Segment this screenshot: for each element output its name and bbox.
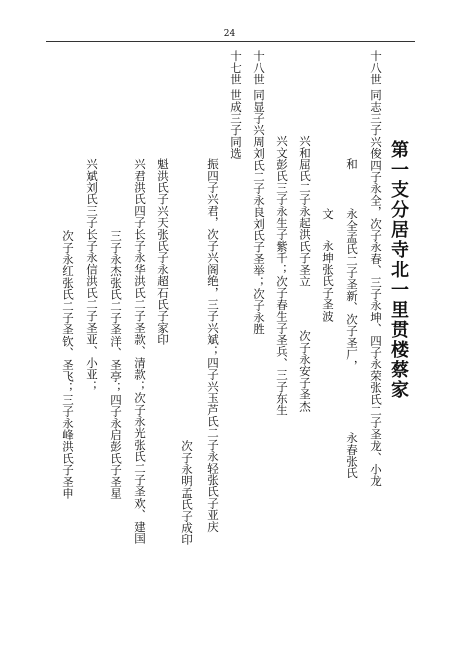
document-title: 第一支分居寺北一里贯楼蔡家 — [388, 140, 409, 400]
text-column-8: 次子永安子圣杰 — [298, 330, 312, 412]
text-column-2: 和 — [345, 158, 359, 170]
text-column-13: 次子永明孟氏子成印 — [180, 440, 194, 546]
text-column-4: 永春张氏 — [345, 432, 359, 479]
text-column-10: 十八世 同显子兴周刘氏二子永良刘氏子圣举；次子永胜 — [252, 50, 266, 335]
text-column-6: 永坤张氏子圣波 — [321, 240, 335, 322]
text-column-17: 兴斌刘氏三子长子永信洪氏二子圣亚、小亚； — [85, 158, 99, 392]
text-column-11: 十七世 世成三子同选 — [229, 50, 243, 160]
header-rule — [46, 41, 415, 42]
text-column-1: 十八世 同志三子兴俊四子永全，次子永春、三子永坤、四子永荣张氏二子圣龙、小龙 — [369, 50, 383, 487]
text-column-7: 兴和屈氏二子永起洪氏子圣立 — [298, 135, 312, 288]
text-column-5: 文 — [321, 208, 335, 220]
text-column-16: 三子永杰张氏二子圣洋、圣亭；四子永启彭氏子圣星 — [109, 230, 123, 500]
text-column-9: 兴文彭氏三子永生子紫千；次子春生子圣兵、三子东生 — [275, 135, 289, 416]
text-column-18: 次子永红张氏二子圣钦、圣飞；三子永峰洪氏子圣申 — [61, 230, 75, 500]
text-column-15: 兴君洪氏四子长子永华洪氏二子圣款、清款；次子永光张氏二子圣欢、建国 — [133, 158, 147, 545]
text-column-3: 永全孟氏二子圣新、次子圣厂， — [345, 208, 359, 372]
page-number: 24 — [223, 29, 236, 39]
text-column-12: 振四子兴君，次子兴阁绝，三子兴斌；四子兴玉芦氏二子永轻张氏子亚庆 — [206, 158, 220, 533]
text-column-14: 魁洪氏子兴天张氏子永超石氏子家印 — [156, 158, 170, 346]
